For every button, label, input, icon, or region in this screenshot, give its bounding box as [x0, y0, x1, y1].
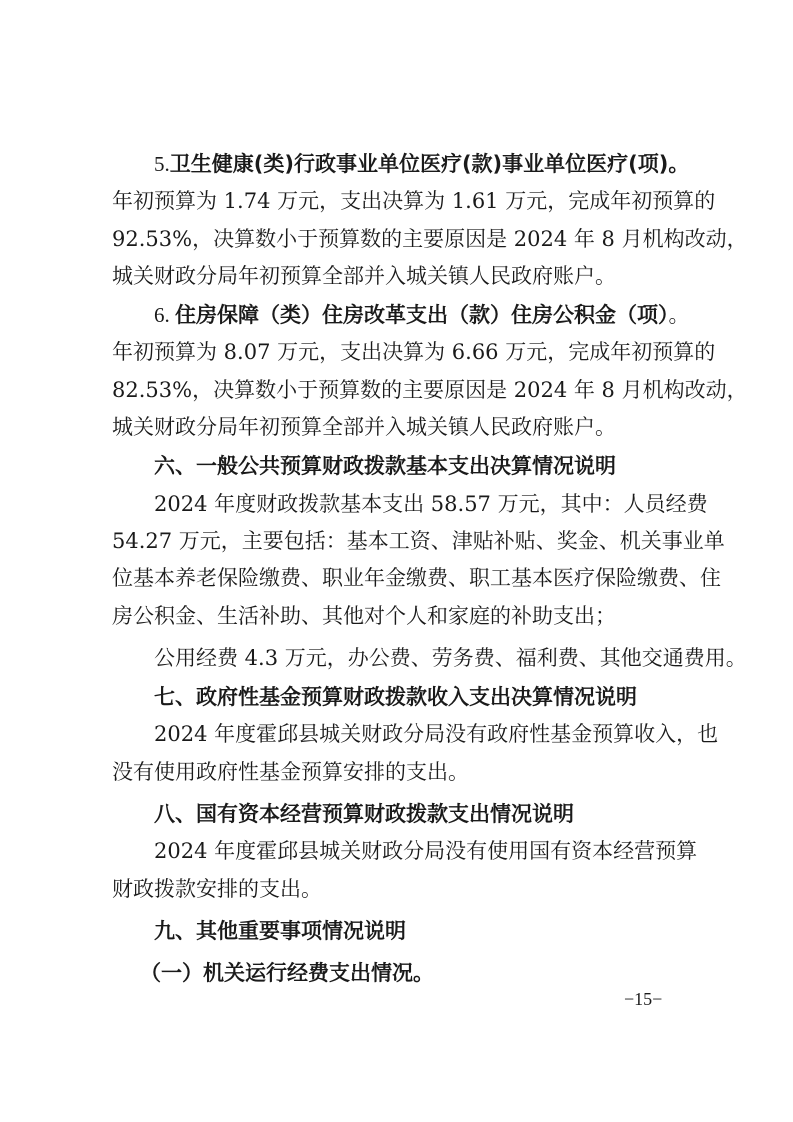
item-6-title: 住房保障（类）住房改革支出（款）住房公积金（项）: [175, 303, 669, 328]
section-7-heading: 七、政府性基金预算财政拨款收入支出决算情况说明: [154, 685, 637, 710]
section-9-heading: 九、其他重要事项情况说明: [154, 918, 406, 943]
item-5-title: 卫生健康(类)行政事业单位医疗(款)事业单位医疗(项)。: [169, 152, 690, 176]
item-5-heading: [112, 146, 690, 183]
item-6-line-1: 年初预算为 8.07 万元，支出决算为 6.66 万元，完成年初预算的: [112, 340, 716, 365]
section-7-line-2: 没有使用政府性基金预算安排的支出。: [112, 759, 469, 784]
section-6-line-3: 位基本养老保险缴费、职业年金缴费、职工基本医疗保险缴费、住: [112, 566, 721, 591]
section-8-line-1: 2024 年度霍邱县城关财政分局没有使用国有资本经营预算: [154, 839, 698, 864]
section-6-heading: 六、一般公共预算财政拨款基本支出决算情况说明: [154, 454, 616, 479]
public-expense-paragraph: 公用经费 4.3 万元，办公费、劳务费、福利费、其他交通费用。: [154, 645, 747, 670]
item-5-line-1: 年初预算为 1.74 万元，支出决算为 1.61 万元，完成年初预算的: [112, 189, 716, 214]
item-6-line-2: 82.53%，决算数小于预算数的主要原因是 2024 年 8 月机构改动，: [112, 377, 748, 402]
item-5-line-3: 城关财政分局年初预算全部并入城关镇人民政府账户。: [112, 263, 616, 288]
page-number: −15−: [624, 989, 663, 1009]
item-6-number: 6.: [154, 303, 175, 328]
item-6-title-end: 。: [668, 303, 690, 328]
section-7-line-1: 2024 年度霍邱县城关财政分局没有政府性基金预算收入，也: [154, 722, 719, 747]
section-6-line-2: 54.27 万元，主要包括：基本工资、津贴补贴、奖金、机关事业单: [112, 528, 725, 553]
section-8-line-2: 财政拨款安排的支出。: [112, 876, 322, 901]
item-5-line-2: 92.53%，决算数小于预算数的主要原因是 2024 年 8 月机构改动，: [112, 226, 748, 251]
item-6-line-3: 城关财政分局年初预算全部并入城关镇人民政府账户。: [112, 415, 616, 440]
section-8-heading: 八、国有资本经营预算财政拨款支出情况说明: [154, 802, 574, 827]
item-6-heading: [112, 297, 690, 334]
section-9-subheading-1: （一）机关运行经费支出情况。: [140, 961, 434, 986]
item-5-number: 5.: [154, 152, 170, 176]
section-6-line-1: 2024 年度财政拨款基本支出 58.57 万元，其中：人员经费: [154, 491, 708, 516]
section-6-line-4: 房公积金、生活补助、其他对个人和家庭的补助支出；: [112, 603, 616, 628]
page-content: [112, 146, 748, 993]
